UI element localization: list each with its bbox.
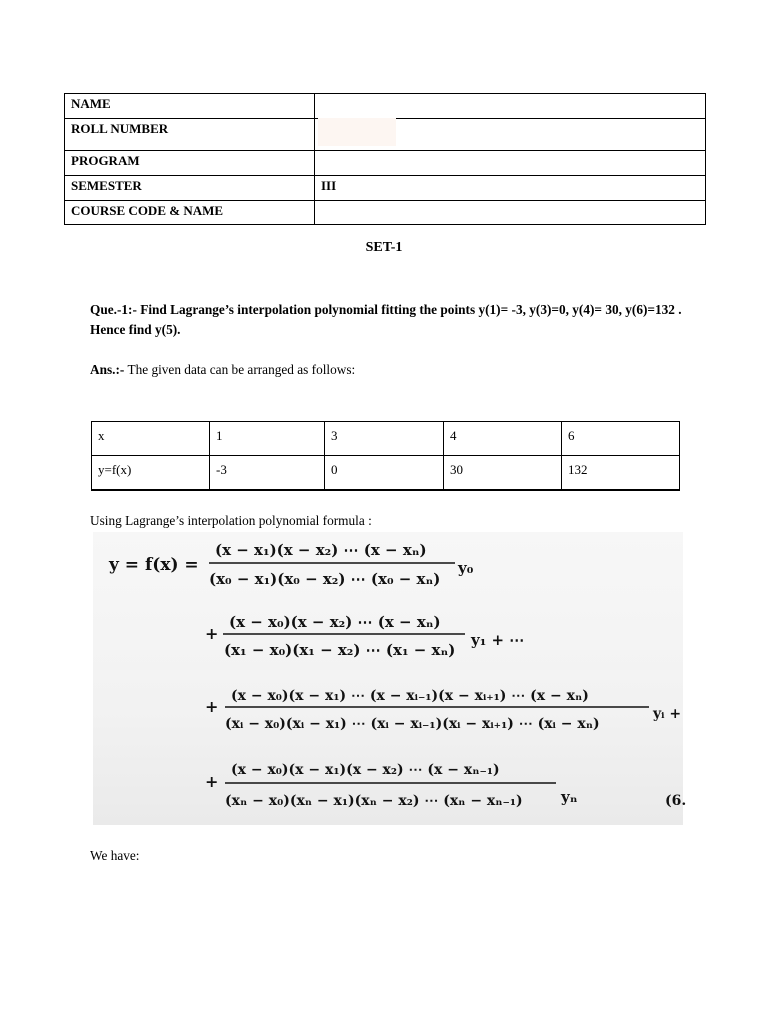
formula-svg: [93, 532, 687, 825]
table-cell: 6: [562, 422, 680, 456]
term1-numerator: (x − x₁)(x − x₂) ⋯ (x − xₙ): [215, 541, 427, 559]
info-row-program: [65, 151, 706, 176]
term2-y: y₁ + ⋯: [471, 631, 525, 649]
redacted-area: [318, 118, 396, 146]
table-cell: 30: [444, 456, 562, 491]
info-value: [315, 151, 706, 176]
term3-numerator: (x − x₀)(x − x₁) ⋯ (x − xᵢ₋₁)(x − xᵢ₊₁) ⋯ (x − xₙ): [231, 688, 589, 704]
info-row-semester: [65, 176, 706, 201]
lagrange-formula-image: [93, 532, 687, 825]
term1-denominator: (x₀ − x₁)(x₀ − x₂) ⋯ (x₀ − xₙ): [209, 570, 441, 588]
info-row-course: [65, 201, 706, 225]
info-label: COURSE CODE & NAME: [65, 201, 315, 225]
info-label: SEMESTER: [65, 176, 315, 201]
term4-y: yₙ: [561, 788, 578, 806]
info-value: [315, 201, 706, 225]
table-cell: x: [92, 422, 210, 456]
term4-denominator: (xₙ − x₀)(xₙ − x₁)(xₙ − x₂) ⋯ (xₙ − xₙ₋₁): [225, 793, 523, 809]
formula-lhs: y = f(x) =: [109, 555, 199, 575]
answer-text: The given data can be arranged as follows:: [124, 362, 356, 377]
answer-intro: [90, 362, 355, 378]
info-value: [315, 94, 706, 119]
term3-y: yᵢ +: [653, 706, 682, 722]
table-row-x: [92, 422, 680, 456]
term3-denominator: (xᵢ − x₀)(xᵢ − x₁) ⋯ (xᵢ − xᵢ₋₁)(xᵢ − xᵢ₊₁) ⋯ (xᵢ − xₙ): [225, 716, 600, 732]
set-title: SET-1: [365, 240, 403, 255]
table-cell: y=f(x): [92, 456, 210, 491]
data-table: [91, 421, 680, 491]
question-text: Que.-1:- Find Lagrange’s interpolation polynomial fitting the points y(1)= -3, y(3)=0, y(4)= 30, y(6)=132 . Hence find y(5).: [90, 302, 682, 337]
formula-intro-text: Using Lagrange’s interpolation polynomial formula :: [90, 513, 372, 528]
answer-prefix: Ans.:-: [90, 362, 125, 377]
info-label: NAME: [65, 94, 315, 119]
info-value: III: [315, 176, 706, 201]
table-row-y: [92, 456, 680, 491]
table-cell: 132: [562, 456, 680, 491]
plus-sign: +: [205, 624, 219, 643]
info-label: ROLL NUMBER: [65, 119, 315, 151]
student-info-table: [64, 93, 706, 225]
table-cell: 4: [444, 422, 562, 456]
plus-sign: +: [205, 697, 219, 716]
term4-numerator: (x − x₀)(x − x₁)(x − x₂) ⋯ (x − xₙ₋₁): [231, 762, 500, 778]
we-have-text: We have:: [90, 848, 140, 863]
table-cell: -3: [210, 456, 325, 491]
info-label: PROGRAM: [65, 151, 315, 176]
table-cell: 3: [325, 422, 444, 456]
term2-denominator: (x₁ − x₀)(x₁ − x₂) ⋯ (x₁ − xₙ): [224, 641, 456, 659]
plus-sign: +: [205, 772, 219, 791]
term1-y: y₀: [458, 559, 474, 577]
table-cell: 1: [210, 422, 325, 456]
term2-numerator: (x − x₀)(x − x₂) ⋯ (x − xₙ): [229, 613, 441, 631]
equation-number: (6.: [665, 793, 687, 809]
info-row-name: [65, 94, 706, 119]
table-cell: 0: [325, 456, 444, 491]
